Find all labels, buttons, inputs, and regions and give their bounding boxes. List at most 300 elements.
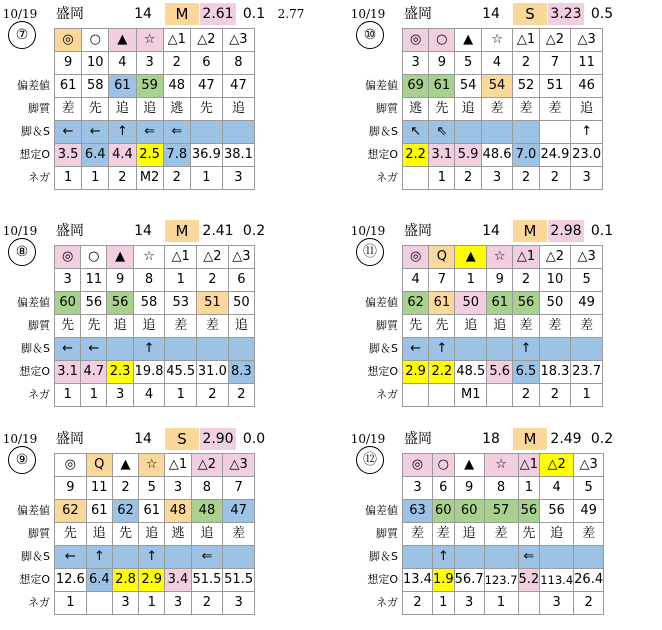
- grid-cell: 先: [82, 98, 109, 121]
- grid-cell: △1: [163, 29, 190, 52]
- grid-cell: △3: [574, 454, 604, 477]
- grid-row: [55, 144, 255, 167]
- grid-cell: 2: [455, 167, 481, 190]
- grid-cell: M2: [136, 167, 163, 190]
- grid-cell: 2.5: [136, 144, 163, 167]
- grid-row: [403, 361, 603, 384]
- horse-grid: [54, 453, 255, 615]
- grid-cell: [571, 338, 603, 361]
- grid-cell: 1: [165, 269, 197, 292]
- grid-cell: 先: [429, 315, 455, 338]
- grid-row: [55, 269, 255, 292]
- grid-cell: ↑: [429, 338, 455, 361]
- grid-cell: 2: [539, 384, 571, 407]
- grid-cell: ↑: [133, 338, 165, 361]
- row-label: ネガ: [376, 171, 398, 184]
- race-date: 10/19: [2, 7, 38, 21]
- grid-cell: 54: [481, 75, 513, 98]
- grid-row: [403, 338, 603, 361]
- grid-cell: △2: [197, 246, 229, 269]
- grid-row: [403, 269, 603, 292]
- grid-cell: △3: [571, 246, 603, 269]
- grid-cell: 61: [139, 500, 165, 523]
- grid-cell: 12.6: [55, 569, 87, 592]
- row-label: 偏差値: [365, 79, 398, 92]
- grid-cell: 逃: [165, 523, 191, 546]
- grid-cell: [484, 546, 518, 569]
- grid-cell: △1: [518, 454, 540, 477]
- grid-cell: 1: [165, 384, 197, 407]
- track-name: 盛岡: [404, 223, 432, 239]
- grid-cell: 2.9: [139, 569, 165, 592]
- grid-cell: ←: [403, 338, 429, 361]
- grid-cell: ☆: [133, 246, 165, 269]
- index-value-2: 0.2: [242, 223, 266, 239]
- grid-cell: 9: [55, 52, 82, 75]
- grid-cell: 51: [197, 292, 229, 315]
- grid-row: [55, 75, 255, 98]
- field-size: 18: [482, 431, 500, 447]
- race-grade: M: [165, 3, 199, 25]
- grid-cell: 4.4: [109, 144, 136, 167]
- row-label: 脚質: [376, 527, 398, 540]
- grid-cell: ▲: [109, 29, 136, 52]
- grid-cell: 2: [403, 592, 433, 615]
- grid-row: [55, 477, 255, 500]
- grid-row: [403, 246, 603, 269]
- grid-cell: 47: [222, 75, 254, 98]
- grid-row: [55, 569, 255, 592]
- grid-cell: [539, 338, 571, 361]
- grid-cell: ▲: [107, 246, 133, 269]
- grid-row: [403, 52, 603, 75]
- index-value-1: 2.90: [200, 428, 236, 450]
- race-header: [0, 3, 305, 25]
- race-panel: [348, 220, 614, 415]
- grid-cell: [540, 546, 574, 569]
- race-grade: M: [513, 428, 547, 450]
- grid-cell: ▲: [112, 454, 138, 477]
- grid-cell: 61: [86, 500, 112, 523]
- index-value-3: 2.77: [277, 7, 305, 21]
- grid-cell: 5: [571, 269, 603, 292]
- grid-cell: 7.8: [163, 144, 190, 167]
- grid-cell: [403, 384, 429, 407]
- grid-cell: 7: [429, 269, 455, 292]
- grid-cell: 3: [107, 384, 133, 407]
- grid-cell: 3: [223, 592, 255, 615]
- grid-cell: 48: [163, 75, 190, 98]
- index-value-1: 2.61: [200, 3, 236, 25]
- grid-row: [403, 569, 604, 592]
- grid-cell: [513, 121, 539, 144]
- grid-cell: 23.0: [571, 144, 603, 167]
- grid-cell: 逃: [163, 98, 190, 121]
- grid-cell: ↑: [109, 121, 136, 144]
- race-header: [348, 428, 614, 450]
- grid-cell: 追: [487, 315, 513, 338]
- grid-cell: 56.7: [454, 569, 484, 592]
- grid-cell: 60: [432, 500, 454, 523]
- grid-row: [403, 500, 604, 523]
- grid-cell: △2: [539, 246, 571, 269]
- grid-cell: 3: [403, 52, 429, 75]
- row-label: 脚質: [28, 527, 50, 540]
- grid-row: [55, 246, 255, 269]
- grid-row: [55, 592, 255, 615]
- grid-cell: 5.9: [455, 144, 481, 167]
- grid-cell: 24.9: [539, 144, 571, 167]
- grid-cell: 2: [112, 477, 138, 500]
- row-label: 脚＆S: [21, 125, 50, 138]
- grid-cell: 8: [222, 52, 254, 75]
- grid-cell: ☆: [484, 454, 518, 477]
- grid-cell: ○: [432, 454, 454, 477]
- grid-cell: ○: [81, 246, 107, 269]
- row-label: 脚＆S: [369, 342, 398, 355]
- row-label: 偏差値: [17, 504, 50, 517]
- race-grade: M: [513, 220, 547, 242]
- row-label: 脚質: [28, 102, 50, 115]
- race-header: [0, 428, 266, 450]
- race-number: ⑫: [356, 446, 384, 474]
- grid-cell: 追: [454, 523, 484, 546]
- grid-cell: 先: [403, 315, 429, 338]
- grid-cell: 1: [55, 592, 87, 615]
- horse-grid: [402, 28, 603, 190]
- grid-row: [55, 338, 255, 361]
- grid-cell: 11: [81, 269, 107, 292]
- grid-cell: [165, 546, 191, 569]
- grid-cell: 2: [513, 52, 539, 75]
- grid-cell: 3: [454, 592, 484, 615]
- index-value-2: 0.2: [590, 431, 614, 447]
- grid-row: [55, 315, 255, 338]
- grid-cell: ↑: [513, 338, 539, 361]
- grid-cell: 4.7: [81, 361, 107, 384]
- grid-cell: [454, 546, 484, 569]
- grid-cell: 1: [55, 384, 81, 407]
- grid-cell: 追: [222, 98, 254, 121]
- grid-cell: 差: [403, 523, 433, 546]
- grid-cell: 4: [481, 52, 513, 75]
- race-number: ⑦: [8, 21, 36, 49]
- grid-cell: 2.3: [107, 361, 133, 384]
- grid-cell: 63: [403, 500, 433, 523]
- index-value-3: [622, 428, 656, 450]
- grid-cell: 5: [139, 477, 165, 500]
- grid-cell: ←: [55, 338, 81, 361]
- track-name: 盛岡: [56, 431, 84, 447]
- grid-cell: 差: [55, 98, 82, 121]
- grid-cell: 3: [112, 592, 138, 615]
- grid-cell: 9: [55, 477, 87, 500]
- grid-cell: 2.8: [112, 569, 138, 592]
- grid-cell: 2: [513, 384, 539, 407]
- grid-cell: [107, 338, 133, 361]
- grid-cell: 2.2: [403, 144, 429, 167]
- grid-cell: 46: [571, 75, 603, 98]
- grid-cell: 11: [571, 52, 603, 75]
- grid-cell: 追: [86, 523, 112, 546]
- grid-cell: 追: [571, 98, 603, 121]
- grid-cell: 5.2: [518, 569, 540, 592]
- grid-cell: 差: [574, 523, 604, 546]
- grid-cell: 8: [484, 477, 518, 500]
- grid-cell: 59: [136, 75, 163, 98]
- grid-cell: 56: [518, 500, 540, 523]
- grid-row: [403, 592, 604, 615]
- grid-cell: 58: [82, 75, 109, 98]
- track-name: 盛岡: [404, 431, 432, 447]
- grid-cell: 先: [112, 523, 138, 546]
- grid-row: [403, 29, 603, 52]
- grid-row: [403, 384, 603, 407]
- grid-cell: 先: [429, 98, 455, 121]
- grid-cell: 3: [481, 167, 513, 190]
- grid-cell: 4: [109, 52, 136, 75]
- grid-cell: ◎: [55, 454, 87, 477]
- row-label: 脚＆S: [21, 550, 50, 563]
- grid-cell: 9: [107, 269, 133, 292]
- row-label: ネガ: [28, 388, 50, 401]
- race-header: [348, 3, 614, 25]
- grid-cell: 9: [487, 269, 513, 292]
- grid-cell: 追: [109, 98, 136, 121]
- grid-cell: 差: [432, 523, 454, 546]
- grid-cell: 26.4: [574, 569, 604, 592]
- grid-cell: 56: [540, 500, 574, 523]
- grid-row: [55, 500, 255, 523]
- field-size: 14: [482, 6, 500, 22]
- grid-cell: [197, 338, 229, 361]
- grid-cell: 2: [539, 167, 571, 190]
- grid-cell: 50: [455, 292, 487, 315]
- grid-cell: ↖: [403, 121, 429, 144]
- grid-cell: 3: [222, 167, 254, 190]
- grid-cell: 50: [539, 292, 571, 315]
- grid-cell: △3: [228, 246, 254, 269]
- grid-cell: 5.6: [487, 361, 513, 384]
- grid-cell: [403, 546, 433, 569]
- grid-row: [403, 98, 603, 121]
- race-grade: S: [513, 3, 547, 25]
- grid-cell: 差: [223, 523, 255, 546]
- grid-cell: 5: [574, 477, 604, 500]
- grid-cell: 53: [165, 292, 197, 315]
- row-label: 脚質: [376, 102, 398, 115]
- grid-cell: ☆: [139, 454, 165, 477]
- grid-cell: 56: [513, 292, 539, 315]
- grid-cell: [222, 121, 254, 144]
- grid-cell: 先: [518, 523, 540, 546]
- grid-cell: 2: [109, 167, 136, 190]
- row-label: 偏差値: [17, 79, 50, 92]
- grid-row: [403, 144, 603, 167]
- race-header: [0, 220, 266, 242]
- grid-row: [403, 121, 603, 144]
- horse-grid: [402, 245, 603, 407]
- grid-cell: 8: [133, 269, 165, 292]
- grid-cell: 7.0: [513, 144, 539, 167]
- grid-cell: 2: [191, 592, 223, 615]
- grid-cell: △1: [165, 454, 191, 477]
- grid-cell: 2: [574, 592, 604, 615]
- grid-cell: 4: [403, 269, 429, 292]
- grid-cell: 61: [429, 75, 455, 98]
- grid-cell: Q: [429, 246, 455, 269]
- grid-cell: △3: [223, 454, 255, 477]
- grid-cell: 62: [55, 500, 87, 523]
- grid-cell: 2: [513, 167, 539, 190]
- race-panel: [0, 428, 266, 623]
- grid-row: [55, 546, 255, 569]
- grid-cell: 69: [403, 75, 429, 98]
- grid-row: [55, 98, 255, 121]
- row-label: ネガ: [28, 596, 50, 609]
- grid-cell: [539, 121, 571, 144]
- grid-cell: 3.5: [55, 144, 82, 167]
- grid-row: [403, 454, 604, 477]
- grid-cell: [487, 338, 513, 361]
- grid-cell: △2: [190, 29, 222, 52]
- grid-cell: ▲: [455, 246, 487, 269]
- row-label: 脚質: [376, 319, 398, 332]
- grid-row: [55, 384, 255, 407]
- grid-cell: 48.6: [481, 144, 513, 167]
- grid-row: [55, 523, 255, 546]
- race-panel: [348, 428, 614, 623]
- grid-cell: 54: [455, 75, 481, 98]
- grid-cell: 38.1: [222, 144, 254, 167]
- race-date: 10/19: [350, 432, 386, 446]
- grid-cell: 3: [136, 52, 163, 75]
- grid-cell: 60: [55, 292, 81, 315]
- grid-cell: 先: [81, 315, 107, 338]
- grid-cell: 62: [403, 292, 429, 315]
- grid-cell: 1: [432, 592, 454, 615]
- grid-cell: ⇐: [518, 546, 540, 569]
- grid-row: [55, 29, 255, 52]
- grid-cell: 追: [540, 523, 574, 546]
- grid-cell: ☆: [487, 246, 513, 269]
- track-name: 盛岡: [56, 6, 84, 22]
- track-name: 盛岡: [404, 6, 432, 22]
- grid-cell: Q: [86, 454, 112, 477]
- grid-cell: [574, 546, 604, 569]
- grid-cell: 1.9: [432, 569, 454, 592]
- grid-cell: 31.0: [197, 361, 229, 384]
- grid-row: [403, 292, 603, 315]
- race-panel: [0, 3, 305, 198]
- grid-cell: 6: [190, 52, 222, 75]
- grid-cell: △3: [222, 29, 254, 52]
- grid-cell: △1: [165, 246, 197, 269]
- row-label: ネガ: [376, 388, 398, 401]
- grid-cell: 1: [484, 592, 518, 615]
- grid-cell: 18.3: [539, 361, 571, 384]
- grid-cell: △3: [571, 29, 603, 52]
- grid-cell: M1: [455, 384, 487, 407]
- grid-cell: 先: [190, 98, 222, 121]
- grid-cell: 56: [81, 292, 107, 315]
- grid-cell: 6.5: [513, 361, 539, 384]
- grid-cell: 57: [484, 500, 518, 523]
- grid-cell: ←: [82, 121, 109, 144]
- grid-cell: 10: [539, 269, 571, 292]
- race-panel: [348, 3, 614, 198]
- grid-cell: 60: [454, 500, 484, 523]
- grid-cell: 2: [228, 384, 254, 407]
- grid-cell: 7: [539, 52, 571, 75]
- grid-cell: 48: [165, 500, 191, 523]
- grid-cell: [455, 121, 481, 144]
- race-panel: [0, 220, 266, 415]
- grid-cell: 追: [455, 98, 481, 121]
- index-value-3: [274, 220, 308, 242]
- grid-cell: 11: [86, 477, 112, 500]
- grid-cell: [165, 338, 197, 361]
- grid-cell: 113.4: [540, 569, 574, 592]
- grid-cell: ◎: [403, 29, 429, 52]
- grid-row: [403, 546, 604, 569]
- grid-cell: ↑: [86, 546, 112, 569]
- grid-cell: 2: [197, 384, 229, 407]
- grid-cell: 13.4: [403, 569, 433, 592]
- grid-cell: 3.1: [55, 361, 81, 384]
- grid-cell: 3.4: [165, 569, 191, 592]
- grid-cell: 1: [518, 477, 540, 500]
- index-value-3: [274, 428, 308, 450]
- grid-cell: 3: [540, 592, 574, 615]
- grid-cell: 50: [228, 292, 254, 315]
- grid-cell: 47: [190, 75, 222, 98]
- grid-cell: ⇐: [163, 121, 190, 144]
- grid-cell: 2: [163, 167, 190, 190]
- grid-cell: 2.2: [429, 361, 455, 384]
- race-date: 10/19: [2, 432, 38, 446]
- grid-cell: [481, 121, 513, 144]
- grid-cell: 61: [109, 75, 136, 98]
- grid-cell: 3: [403, 477, 433, 500]
- race-grade: S: [165, 428, 199, 450]
- grid-cell: 9: [429, 52, 455, 75]
- grid-cell: 2.9: [403, 361, 429, 384]
- race-number: ⑧: [8, 238, 36, 266]
- grid-cell: 追: [191, 523, 223, 546]
- grid-cell: [518, 592, 540, 615]
- index-value-1: 2.98: [548, 220, 584, 242]
- grid-cell: 58: [133, 292, 165, 315]
- index-value-1: 3.23: [548, 3, 584, 25]
- grid-cell: ⇖: [429, 121, 455, 144]
- grid-cell: [112, 546, 138, 569]
- grid-cell: 追: [228, 315, 254, 338]
- race-grade: M: [165, 220, 199, 242]
- race-number: ⑪: [356, 238, 384, 266]
- grid-row: [403, 167, 603, 190]
- row-label: 脚＆S: [369, 550, 398, 563]
- grid-cell: △1: [513, 29, 539, 52]
- row-label: 偏差値: [17, 296, 50, 309]
- grid-cell: ○: [429, 29, 455, 52]
- grid-cell: 19.8: [133, 361, 165, 384]
- grid-cell: 1: [82, 167, 109, 190]
- row-label: ネガ: [376, 596, 398, 609]
- grid-row: [55, 292, 255, 315]
- grid-cell: 差: [513, 315, 539, 338]
- grid-cell: ↑: [432, 546, 454, 569]
